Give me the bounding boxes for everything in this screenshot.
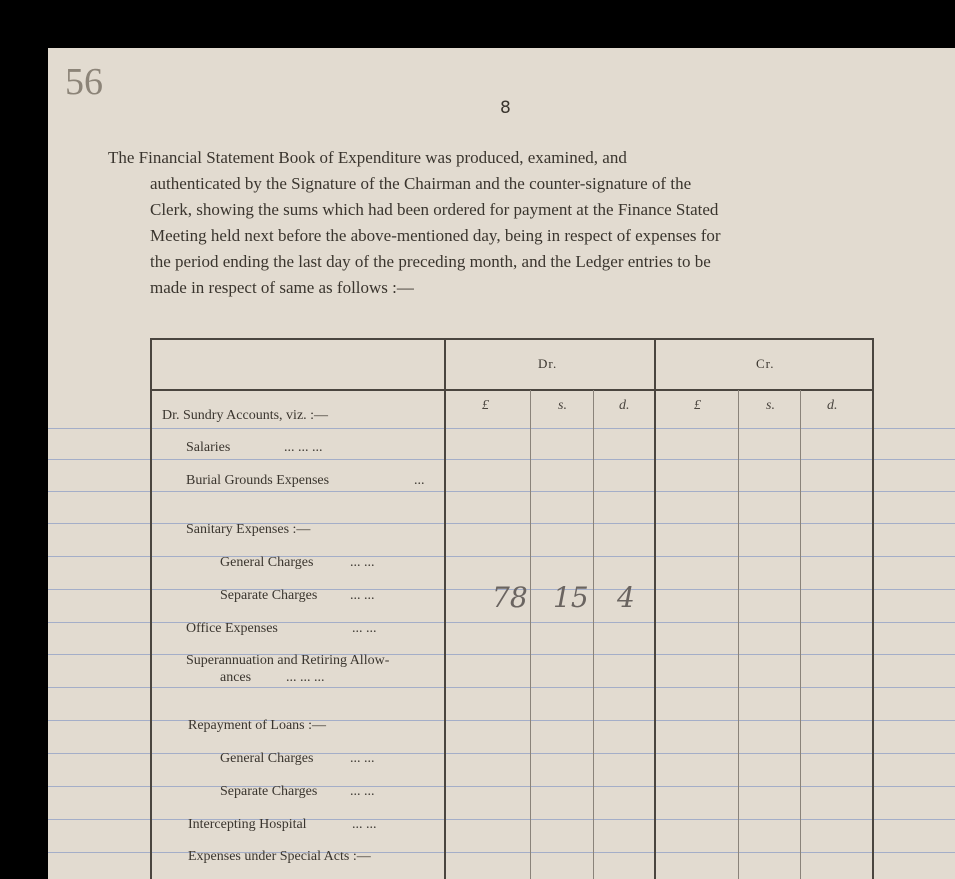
- leader-dots: ... ... ...: [286, 670, 325, 685]
- page-number: 8: [500, 98, 511, 118]
- paragraph-line: Meeting held next before the above-mentioned day, being in respect of expenses for: [150, 226, 721, 245]
- row-label: Superannuation and Retiring Allow-: [186, 653, 390, 668]
- row-label: Expenses under Special Acts :—: [188, 849, 371, 864]
- row-label: Sanitary Expenses :—: [186, 522, 311, 537]
- row-label: General Charges: [220, 555, 314, 570]
- credit-column-header: Cr.: [756, 356, 775, 371]
- leader-dots: ... ...: [352, 621, 377, 636]
- leader-dots: ... ...: [350, 784, 375, 799]
- unit-pence: d.: [619, 398, 630, 413]
- leader-dots: ...: [414, 473, 425, 488]
- handwritten-pounds: 78: [492, 581, 528, 614]
- paragraph-line: authenticated by the Signature of the Chairman and the counter-signature of the: [150, 174, 692, 193]
- row-label: Intercepting Hospital: [188, 817, 307, 832]
- ledger-page: [48, 48, 955, 879]
- leader-dots: ... ...: [352, 817, 377, 832]
- debit-column-header: Dr.: [538, 356, 558, 371]
- handwritten-pence: 4: [617, 581, 635, 614]
- handwritten-shillings: 15: [553, 581, 589, 614]
- unit-pence: d.: [827, 398, 838, 413]
- row-label: Salaries: [186, 440, 231, 455]
- row-label: ances: [220, 670, 252, 685]
- unit-pounds: £: [694, 398, 701, 413]
- table-heading: Dr. Sundry Accounts, viz. :—: [162, 408, 329, 423]
- row-label: Separate Charges: [220, 588, 318, 603]
- row-label: General Charges: [220, 751, 314, 766]
- leader-dots: ... ...: [350, 751, 375, 766]
- paragraph-line: made in respect of same as follows :—: [150, 278, 414, 297]
- leader-dots: ... ...: [350, 588, 375, 603]
- unit-pounds: £: [482, 398, 489, 413]
- folio-number: 56: [65, 61, 103, 103]
- paragraph-line: Clerk, showing the sums which had been ordered for payment at the Finance Stated: [150, 200, 719, 219]
- row-label: Separate Charges: [220, 784, 318, 799]
- unit-shillings: s.: [766, 398, 775, 413]
- unit-shillings: s.: [558, 398, 567, 413]
- row-label: Office Expenses: [186, 621, 278, 636]
- leader-dots: ... ...: [350, 555, 375, 570]
- paragraph-line: the period ending the last day of the preceding month, and the Ledger entries to be: [150, 252, 711, 271]
- leader-dots: ... ... ...: [284, 440, 323, 455]
- row-label: Burial Grounds Expenses: [186, 473, 330, 488]
- row-label: Repayment of Loans :—: [188, 718, 327, 733]
- paragraph-line: The Financial Statement Book of Expenditure was produced, examined, and: [108, 148, 627, 167]
